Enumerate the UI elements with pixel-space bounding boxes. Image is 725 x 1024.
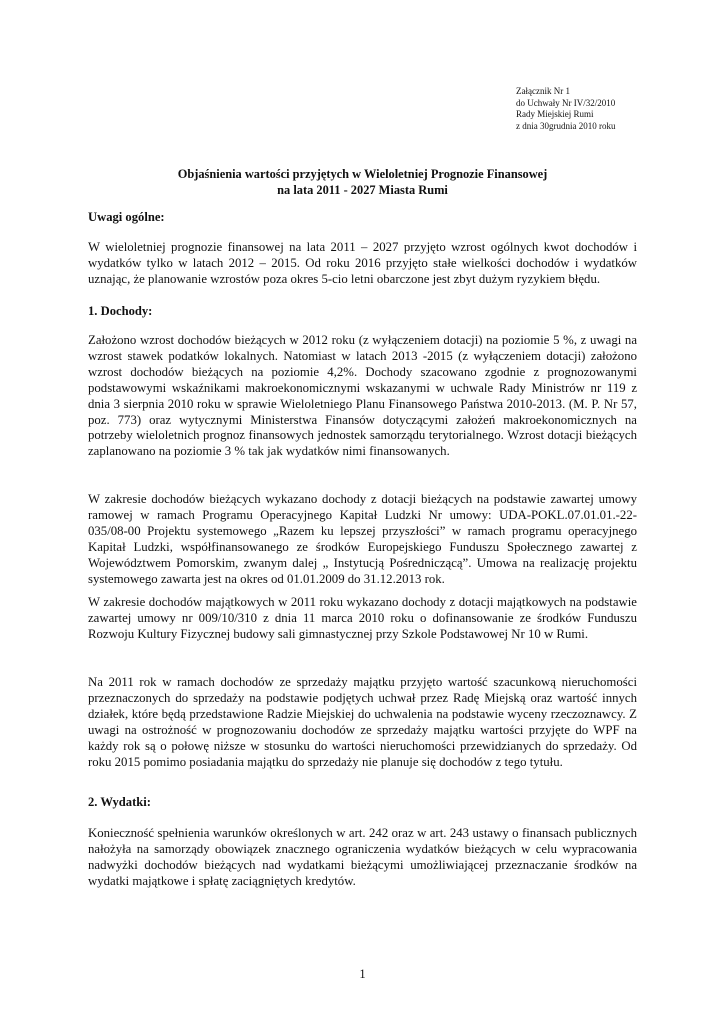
income-paragraph-1: Założono wzrost dochodów bieżących w 2012 roku (z wyłączeniem dotacji) na poziomie 5 %, z uwagi na wzrost stawek podatków lokalnych. Natomiast w latach 2013 -2015 (z wyłączeniem dotacji) założono wzrost dochodów bieżących na poziomie 4,2%. Dochody szacowano zgodnie z prognozowanymi podstawowymi wskaźnikami makroekonomicznymi wskazanymi w uchwale Rady Ministrów nr 119 z dnia 3 sierpnia 2010 roku w sprawie Wieloletniego Planu Finansowego Państwa 2010-2013. (M. P. Nr 57, poz. 773) oraz wytycznymi Ministerstwa Finansów dotyczącymi założeń makroekonomicznych na potrzeby wieloletnich prognoz finansowych jednostek samorządu terytorialnego. Wzrost dotacji bieżących zaplanowano na poziomie 3 % tak jak wydatków nimi finansowanych. [88,333,637,459]
income-paragraph-2: W zakresie dochodów bieżących wykazano dochody z dotacji bieżących na podstawie zawartej umowy ramowej w ramach Programu Operacyjnego Kapitał Ludzki Nr umowy: UDA-POKL.07.01.01.-22-035/08-00 Projektu systemowego „Razem ku lepszej przyszłości” w ramach programu operacyjnego Kapitał Ludzki, współfinansowanego ze środków Europejskiego Funduszu Społecznego zawartej z Województwem Pomorskim, zwanym dalej „ Instytucją Pośredniczącą”. Umowa na realizację projektu systemowego zawarta jest na okres od 01.01.2009 do 31.12.2013 rok. [88,492,637,586]
annex-line: do Uchwały Nr IV/32/2010 [516,97,616,108]
income-paragraph-4: Na 2011 rok w ramach dochodów ze sprzedaży majątku przyjęto wartość szacunkową nieruchomości przeznaczonych do sprzedaży na podstawie podjętych uchwał przez Radę Miejską oraz wartość innych działek, które będą przedstawione Radzie Miejskiej do uchwalenia na podstawie wyceny rzeczoznawcy. Z uwagi na ostrożność w prognozowaniu dochodów ze sprzedaży majątku wartości przyjęte do WPF na każdy rok są o połowę niższe w stosunku do wartości nieruchomości przewidzianych do sprzedaży. Od roku 2015 pomimo posiadania majątku do sprzedaży nie planuje się dochodów z tego tytułu. [88,675,637,769]
expenses-paragraph: Konieczność spełnienia warunków określonych w art. 242 oraz w art. 243 ustawy o finansach publicznych nałożyła na samorządy obowiązek znacznego ograniczenia wydatków bieżących w celu wypracowania nadwyżki dochodów bieżących nad wydatkami bieżącymi umożliwiającej przeznaczanie środków na wydatki majątkowe i spłatę zaciągniętych kredytów. [88,826,637,888]
general-heading: Uwagi ogólne: [88,210,165,224]
title-line-1: Objaśnienia wartości przyjętych w Wieloletniej Prognozie Finansowej [177,167,548,181]
annex-note [516,86,716,132]
page-number: 1 [359,967,366,981]
income-paragraph-3: W zakresie dochodów majątkowych w 2011 roku wykazano dochody z dotacji majątkowych na podstawie zawartej umowy nr 009/10/310 z dnia 11 marca 2010 roku o dofinansowanie ze środków Funduszu Rozwoju Kultury Fizycznej budowy sali gimnastycznej przy Szkole Podstawowej Nr 10 w Rumi. [88,595,637,641]
income-heading: 1. Dochody: [88,304,153,318]
expenses-heading: 2. Wydatki: [88,795,151,809]
annex-line: z dnia 30grudnia 2010 roku [516,120,616,131]
annex-line: Załącznik Nr 1 [516,86,570,96]
annex-line: Rady Miejskiej Rumi [516,109,594,120]
document-title [88,166,637,198]
general-paragraph: W wieloletniej prognozie finansowej na lata 2011 – 2027 przyjęto wzrost ogólnych kwot dochodów i wydatków tylko w latach 2012 – 2015. Od roku 2016 przyjęto stałe wielkości dochodów i wydatków uznając, że planowanie wzrostów poza okres 5-cio letni obarczone jest zbyt dużym ryzykiem błędu. [88,240,637,286]
title-line-2: na lata 2011 - 2027 Miasta Rumi [277,183,448,197]
